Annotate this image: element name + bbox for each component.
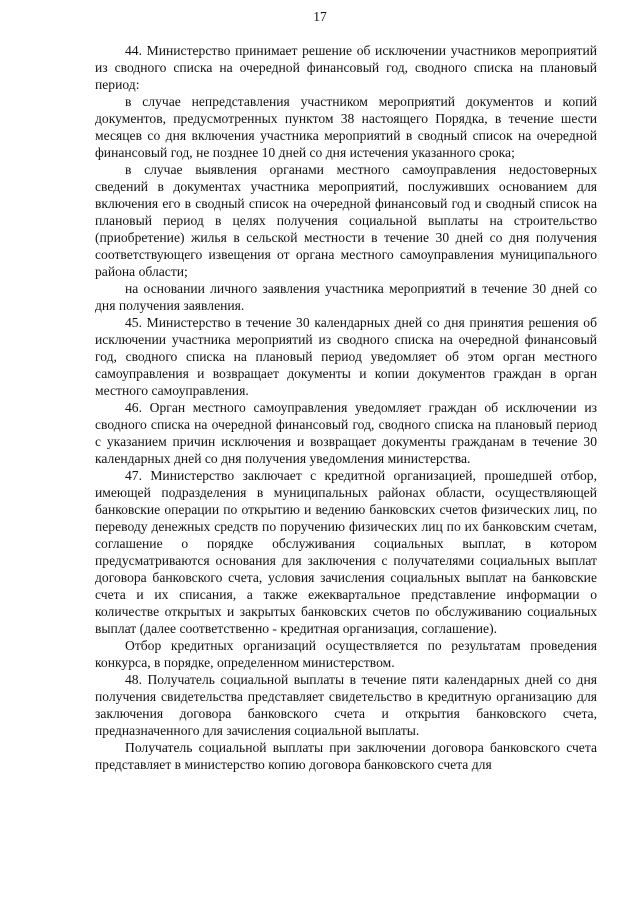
paragraph-47-selection: Отбор кредитных организаций осуществляется по результатам проведения конкурса, в порядке, определенном министерством. <box>95 638 597 670</box>
paragraph-47: 47. Министерство заключает с кредитной организацией, прошедшей отбор, имеющей подразделения в муниципальных районах области, осуществляющей банковские операции по открытию и ведению банковских счетов физических лиц, по переводу денежных средств по поручению физических лиц по их банковским счетам, соглашение о порядке обслуживания социальных выплат, в котором предусматриваются основания для заключения с получателями социальных выплат договора банковского счета, условия зачисления социальных выплат на банковские счета и их списания, а также ежеквартальное представление информации о количестве открытых и закрытых банковских счетов по обслуживанию социальных выплат (далее соответственно - кредитная организация, соглашение). <box>95 468 597 636</box>
page-number: 17 <box>313 9 327 24</box>
paragraph-44-item-2: в случае выявления органами местного самоуправления недостоверных сведений в документах участника мероприятий, послуживших основанием для включения его в сводный список на очередной финансовый год и сводный список на плановый период в целях получения социальной выплаты на строительство (приобретение) жилья в сельской местности в течение 30 дней со дня получения соответствующего извещения от органа местного самоуправления муниципального района области; <box>95 162 597 279</box>
paragraph-44-item-1: в случае непредставления участником мероприятий документов и копий документов, предусмотренных пунктом 38 настоящего Порядка, в течение шести месяцев со дня включения участника мероприятий в сводный список на очередной финансовый год, не позднее 10 дней со дня истечения указанного срока; <box>95 94 597 160</box>
document-body <box>95 42 597 773</box>
paragraph-48-continuation: Получатель социальной выплаты при заключении договора банковского счета представляет в министерство копию договора банковского счета для <box>95 740 597 772</box>
paragraph-48: 48. Получатель социальной выплаты в течение пяти календарных дней со дня получения свидетельства представляет свидетельство в кредитную организацию для заключения договора банковского счета и открытия банковского счета, предназначенного для зачисления социальной выплаты. <box>95 672 597 738</box>
paragraph-44: 44. Министерство принимает решение об исключении участников мероприятий из сводного списка на очередной финансовый год, сводного списка на плановый период: <box>95 43 597 92</box>
paragraph-45: 45. Министерство в течение 30 календарных дней со дня принятия решения об исключении участника мероприятий из сводного списка на очередной финансовый год, сводного списка на плановый период уведомляет об этом орган местного самоуправления и возвращает документы и копии документов граждан в орган местного самоуправления. <box>95 315 597 398</box>
paragraph-46: 46. Орган местного самоуправления уведомляет граждан об исключении из сводного списка на очередной финансовый год, сводного списка на плановый период с указанием причин исключения и возвращает документы гражданам в течение 30 календарных дней со дня получения уведомления министерства. <box>95 400 597 466</box>
paragraph-44-item-3: на основании личного заявления участника мероприятий в течение 30 дней со дня получения заявления. <box>95 281 597 313</box>
